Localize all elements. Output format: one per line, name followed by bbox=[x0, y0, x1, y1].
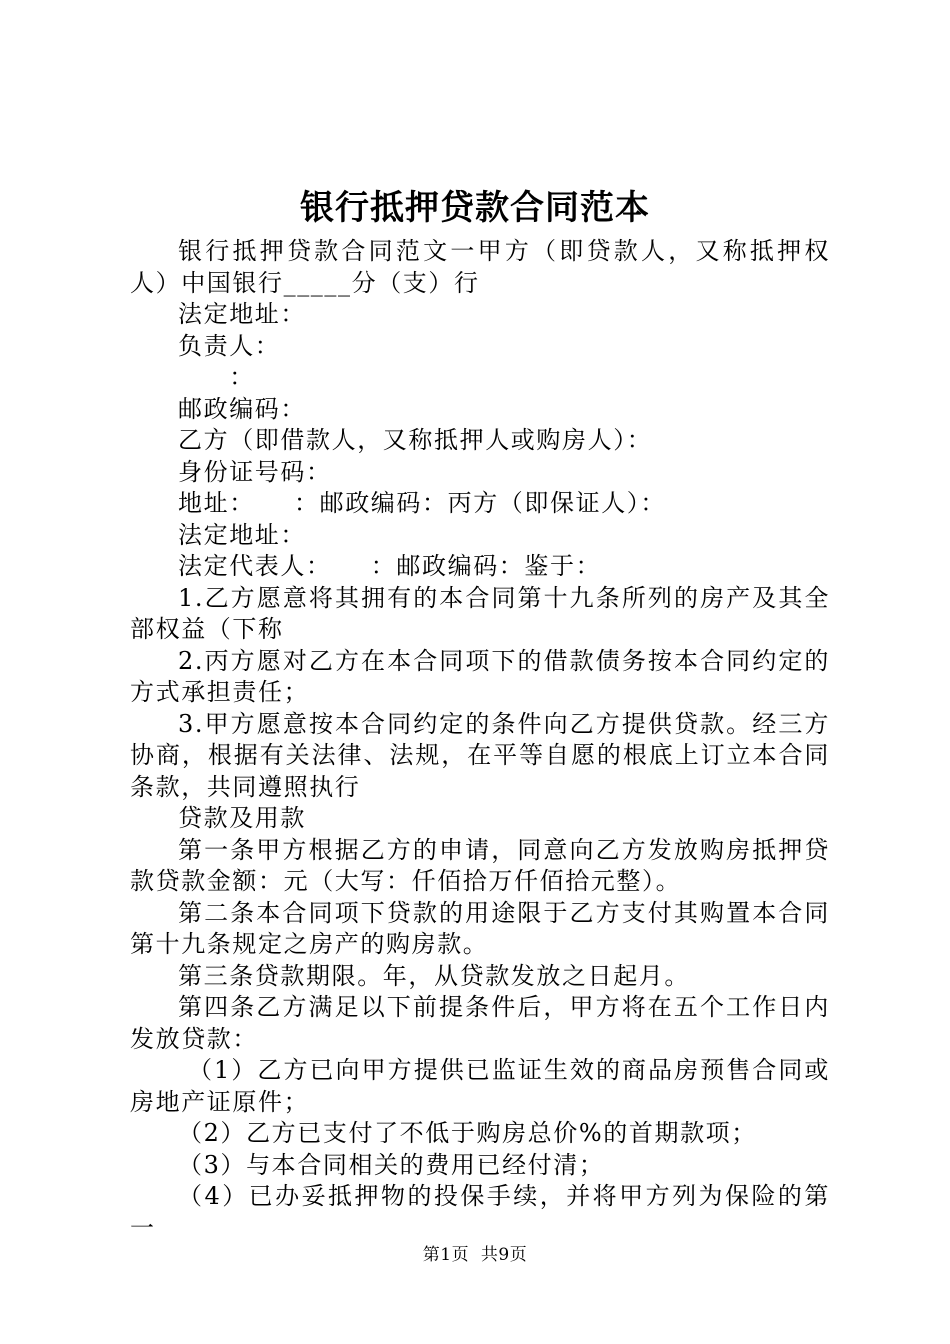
paragraph: 乙方（即借款人，又称抵押人或购房人）： bbox=[178, 426, 653, 454]
list-item: （2）乙方已支付了不低于购房总价%的首期款项； bbox=[178, 1119, 757, 1147]
paragraph: 负责人： bbox=[178, 331, 281, 360]
paragraph: 第三条贷款期限。年，从贷款发放之日起月。 bbox=[178, 961, 690, 990]
paragraph: 3.甲方愿意按本合同约定的条件向乙方提供贷款。经三方协商，根据有关法律、法规，在平等自愿的根底上订立本合同条款，共同遵照执行 bbox=[130, 709, 830, 801]
document-title: 银行抵押贷款合同范本 bbox=[300, 188, 650, 228]
document-body bbox=[130, 236, 830, 1244]
paragraph: 1.乙方愿意将其拥有的本合同第十九条所列的房产及其全部权益（下称 bbox=[130, 583, 830, 643]
paragraph: 邮政编码： bbox=[178, 394, 306, 423]
paragraph: 法定代表人： ：邮政编码：鉴于： bbox=[178, 552, 602, 580]
paragraph: 法定地址： bbox=[178, 300, 306, 328]
page-footer bbox=[0, 1243, 950, 1267]
paragraph: 法定地址： bbox=[178, 520, 306, 549]
paragraph: 2.丙方愿对乙方在本合同项下的借款债务按本合同约定的方式承担责任； bbox=[130, 646, 830, 706]
paragraph: 第二条本合同项下贷款的用途限于乙方支付其购置本合同第十九条规定之房产的购房款。 bbox=[130, 898, 830, 958]
list-item: （3）与本合同相关的费用已经付清； bbox=[178, 1150, 605, 1179]
paragraph: 第一条甲方根据乙方的申请，同意向乙方发放购房抵押贷款贷款金额：元（大写：仟佰拾万仟佰拾元整）。 bbox=[130, 835, 830, 895]
paragraph: 地址： ：邮政编码：丙方（即保证人）： bbox=[178, 489, 666, 517]
list-item: （4）已办妥抵押物的投保手续，并将甲方列为保险的第一 bbox=[130, 1182, 830, 1242]
paragraph: 银行抵押贷款合同范文一甲方（即贷款人，又称抵押权人）中国银行_____分（支）行 bbox=[130, 237, 830, 297]
section-heading: 贷款及用款 bbox=[178, 804, 306, 832]
paragraph: 身份证号码： bbox=[178, 457, 332, 486]
paragraph: 第四条乙方满足以下前提条件后，甲方将在五个工作日内发放贷款： bbox=[130, 993, 830, 1053]
list-item: （1）乙方已向甲方提供已监证生效的商品房预售合同或房地产证原件； bbox=[130, 1056, 830, 1116]
paragraph: ： bbox=[178, 363, 255, 391]
page-total: 共9页 bbox=[480, 1245, 528, 1265]
page-number: 第1页 bbox=[422, 1245, 470, 1265]
